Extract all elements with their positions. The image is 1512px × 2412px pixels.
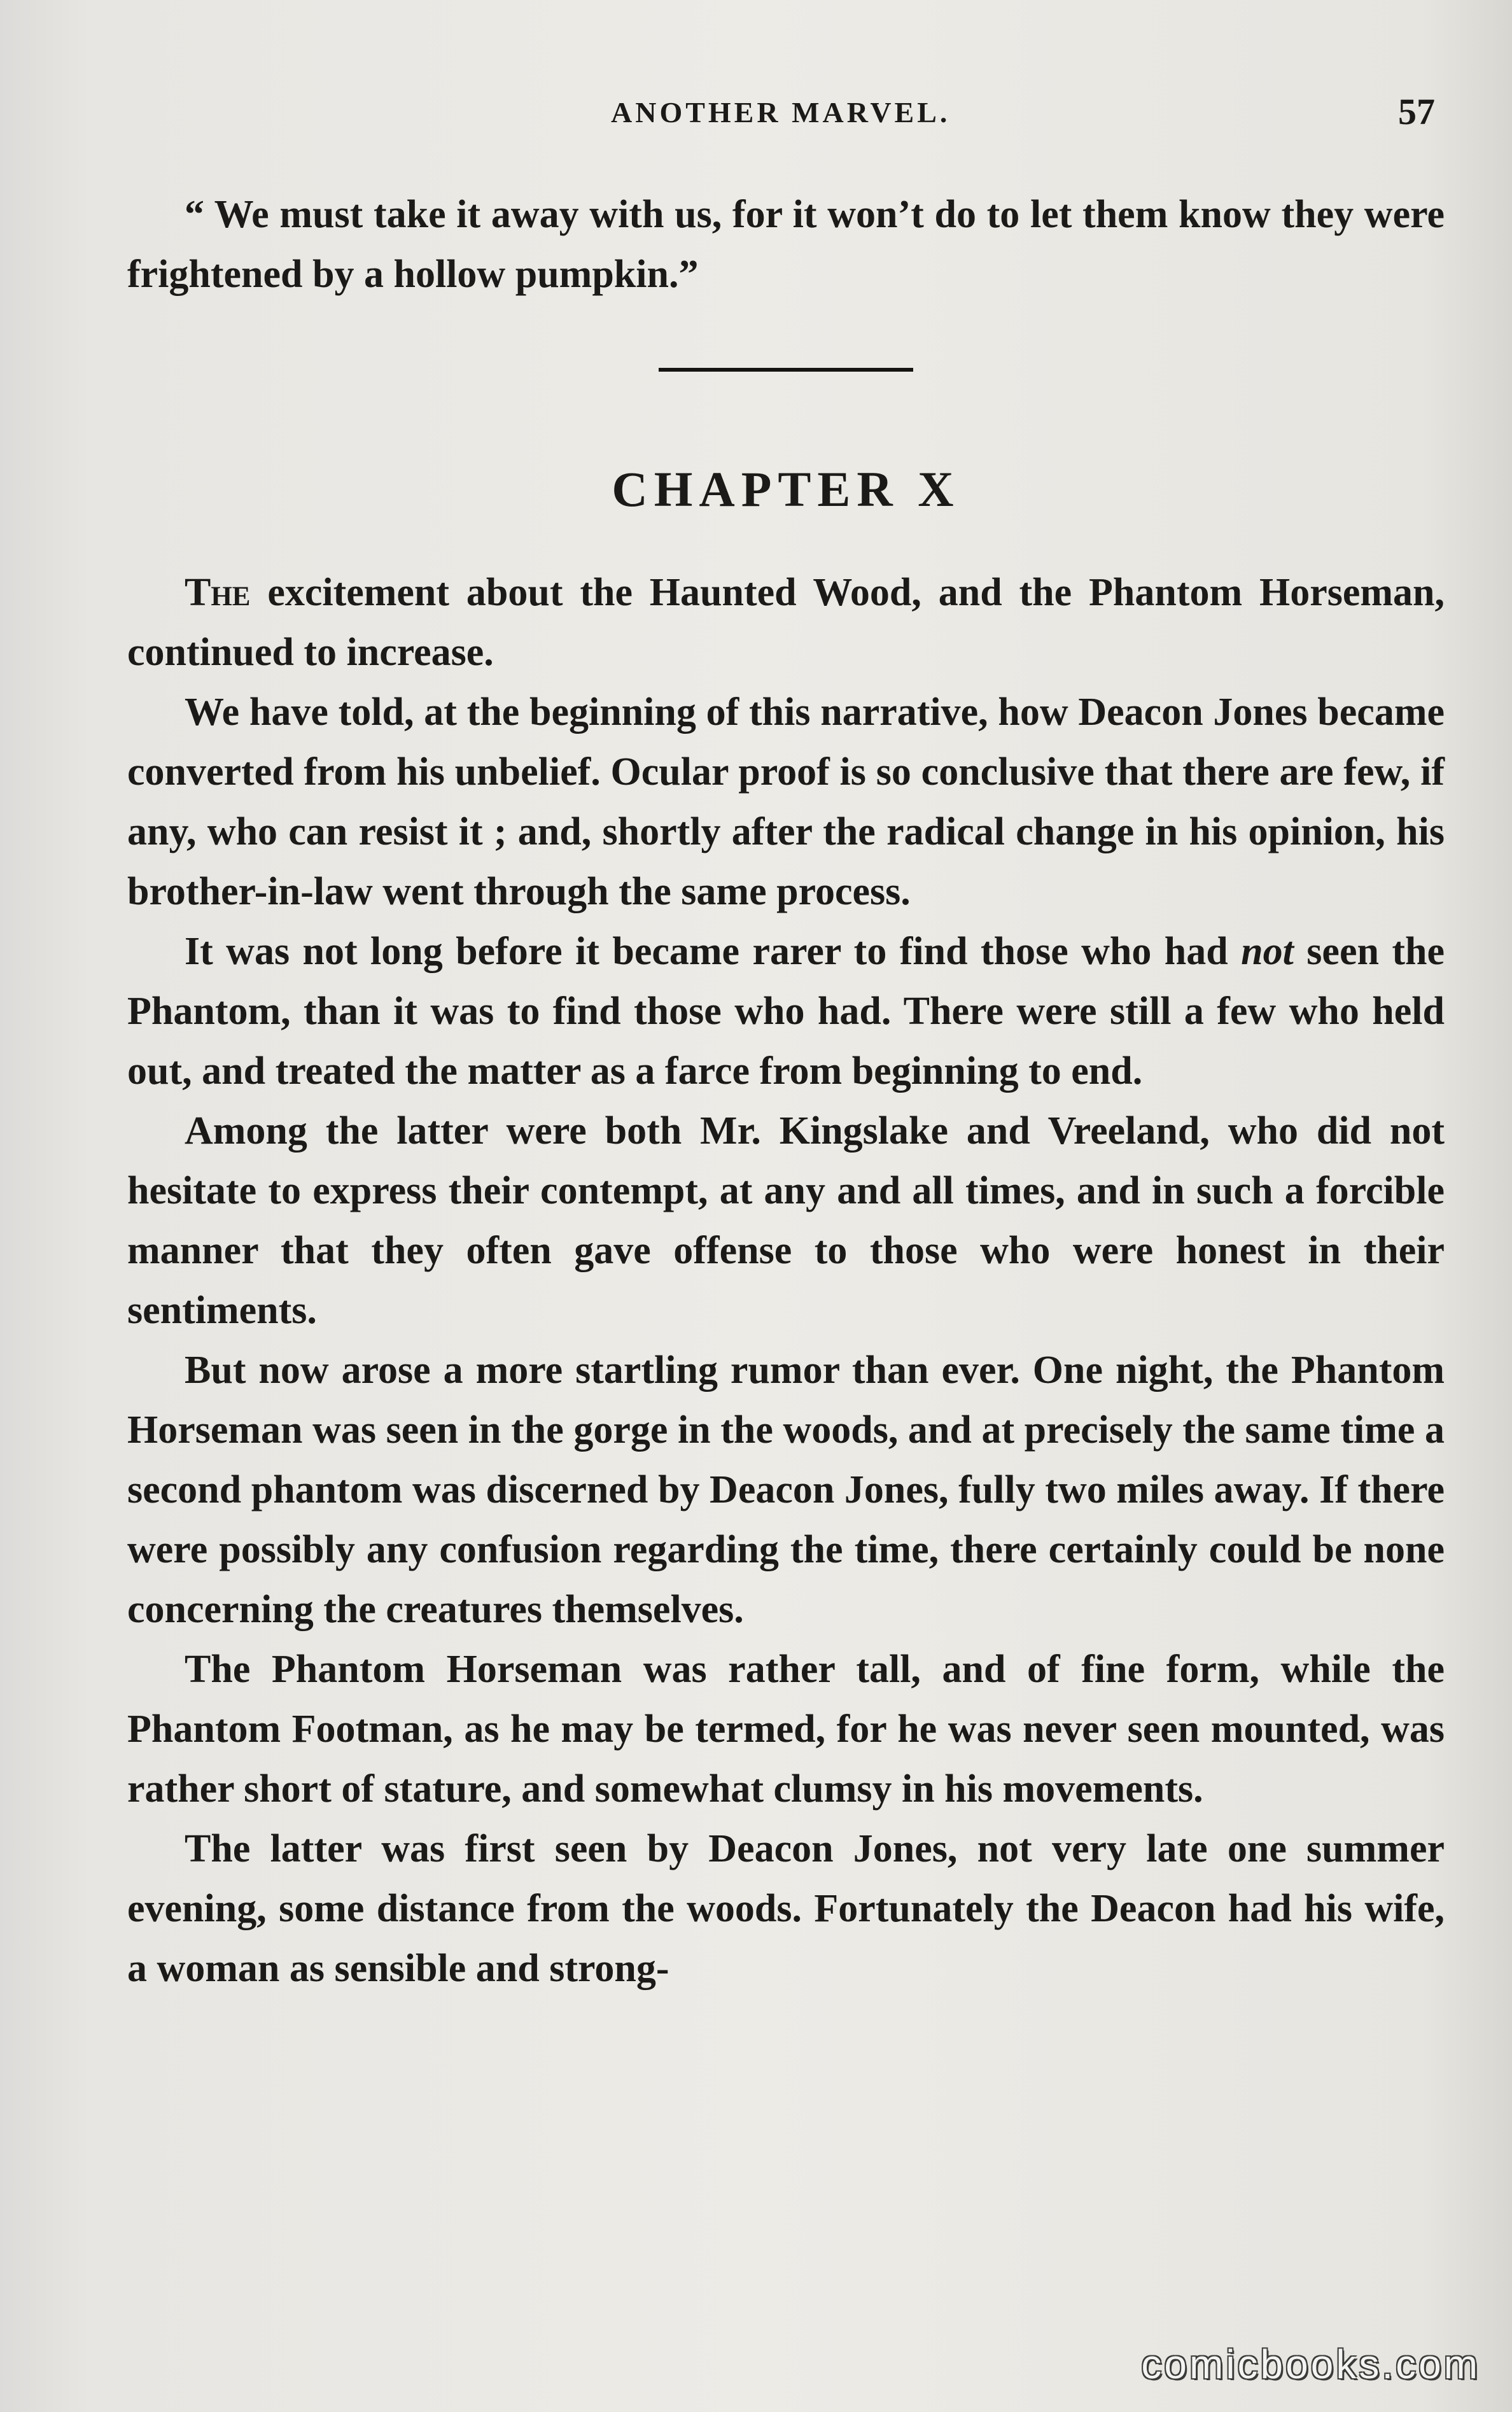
- paragraph-3-after: seen the Phantom, than it was to find those who had. There were still a few who held out, and treated the matter as a farce from beginning to end.: [127, 930, 1445, 1093]
- paragraph-1-text: excitement about the Haunted Wood, and the Phantom Horseman, continued to increase.: [127, 571, 1445, 674]
- watermark: comicbooks.com: [1141, 2341, 1480, 2387]
- page-body: [127, 185, 1445, 1998]
- paragraph-3-emphasis: not: [1241, 930, 1294, 973]
- page-header: [108, 91, 1435, 146]
- running-head: ANOTHER MARVEL.: [611, 96, 951, 129]
- paragraph-4: Among the latter were both Mr. Kingslake and Vreeland, who did not hesitate to express their contempt, at any and all times, and in such a forcible manner that they often gave offense to those who were honest in their sentiments.: [127, 1109, 1445, 1332]
- page-number: 57: [1398, 91, 1435, 132]
- paragraph-7: The latter was first seen by Deacon Jones, not very late one summer evening, some distance from the woods. Fortunately the Deacon had his wife, a woman as sensible and strong-: [127, 1827, 1445, 1990]
- section-rule: [659, 368, 913, 372]
- paragraph-1-first-word: The: [185, 571, 251, 614]
- paragraph-3: [127, 922, 1445, 1101]
- paragraph-3-before: It was not long before it became rarer to find those who had: [185, 930, 1242, 973]
- paragraph-5: But now arose a more startling rumor than ever. One night, the Phantom Horseman was seen in the gorge in the woods, and at precisely the same time a second phantom was discerned by Deacon Jones, fully two miles away. If there were possibly any confusion regarding the time, there certainly could be none concerning the creatures themselves.: [127, 1349, 1445, 1631]
- paragraph-2: We have told, at the beginning of this narrative, how Deacon Jones became converted from his unbelief. Ocular proof is so conclusive that there are few, if any, who can resist it ; and, shortly after the radical change in his opinion, his brother-in-law went through the same process.: [127, 691, 1445, 913]
- paragraph-6: The Phantom Horseman was rather tall, and of fine form, while the Phantom Footman, as he may be termed, for he was never seen mounted, was rather short of stature, and somewhat clumsy in his movements.: [127, 1648, 1445, 1811]
- chapter-title: CHAPTER X: [612, 461, 960, 517]
- paragraph-1: [127, 563, 1445, 682]
- opening-quote: “ We must take it away with us, for it won’t do to let them know they were frightened by a hollow pumpkin.”: [127, 193, 1445, 296]
